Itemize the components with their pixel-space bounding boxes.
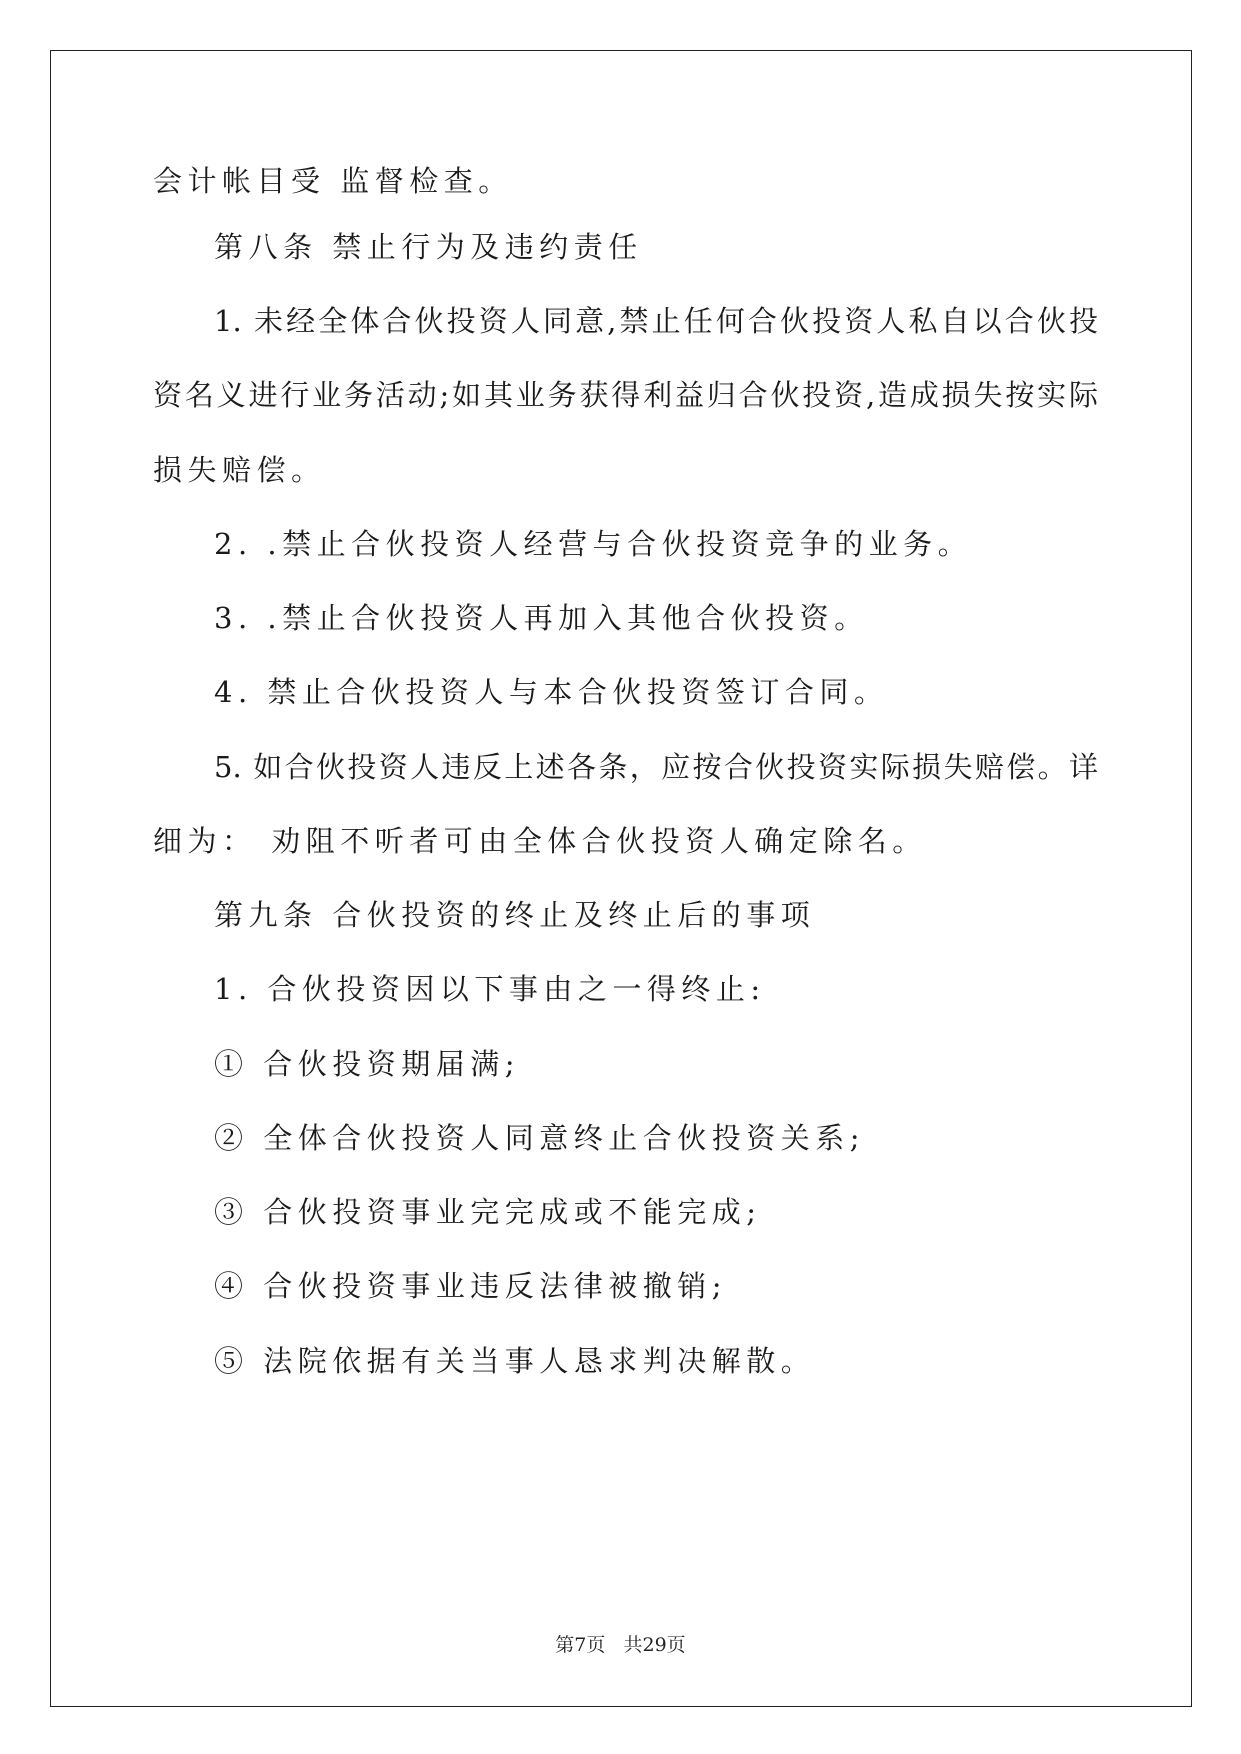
page-border	[50, 50, 1192, 1707]
list-item-2: ② 全体合伙投资人同意终止合伙投资关系;	[214, 1121, 865, 1155]
section-heading-9: 第九条 合伙投资的终止及终止后的事项	[214, 898, 816, 932]
text-line: 会计帐目受 监督检查。	[153, 164, 513, 198]
text-line: 细为： 劝阻不听者可由全体合伙投资人确定除名。	[153, 824, 927, 858]
clause-item-2: 2. .禁止合伙投资人经营与合伙投资竞争的业务。	[214, 527, 973, 561]
text-line: 损失赔偿。	[153, 453, 326, 487]
page-number-footer: 第7页 共29页	[555, 1634, 686, 1656]
clause-item-4: 4. 禁止合伙投资人与本合伙投资签订合同。	[214, 675, 889, 709]
clause-item-5: 5. 如合伙投资人违反上述各条，应按合伙投资实际损失赔偿。详	[214, 750, 1098, 784]
list-item-4: ④ 合伙投资事业违反法律被撤销;	[214, 1269, 727, 1303]
text-line: 资名义进行业务活动;如其业务获得利益归合伙投资,造成损失按实际	[153, 378, 1098, 412]
clause-item-1: 1. 未经全体合伙投资人同意,禁止任何合伙投资人私自以合伙投	[214, 304, 1098, 338]
clause-item-3: 3. .禁止合伙投资人再加入其他合伙投资。	[214, 601, 869, 635]
list-item-1: ① 合伙投资期届满;	[214, 1047, 520, 1081]
clause-item-1: 1. 合伙投资因以下事由之一得终止:	[214, 972, 766, 1006]
list-item-5: ⑤ 法院依据有关当事人恳求判决解散。	[214, 1344, 816, 1378]
section-heading-8: 第八条 禁止行为及违约责任	[214, 230, 643, 264]
list-item-3: ③ 合伙投资事业完完成或不能完成;	[214, 1195, 762, 1229]
